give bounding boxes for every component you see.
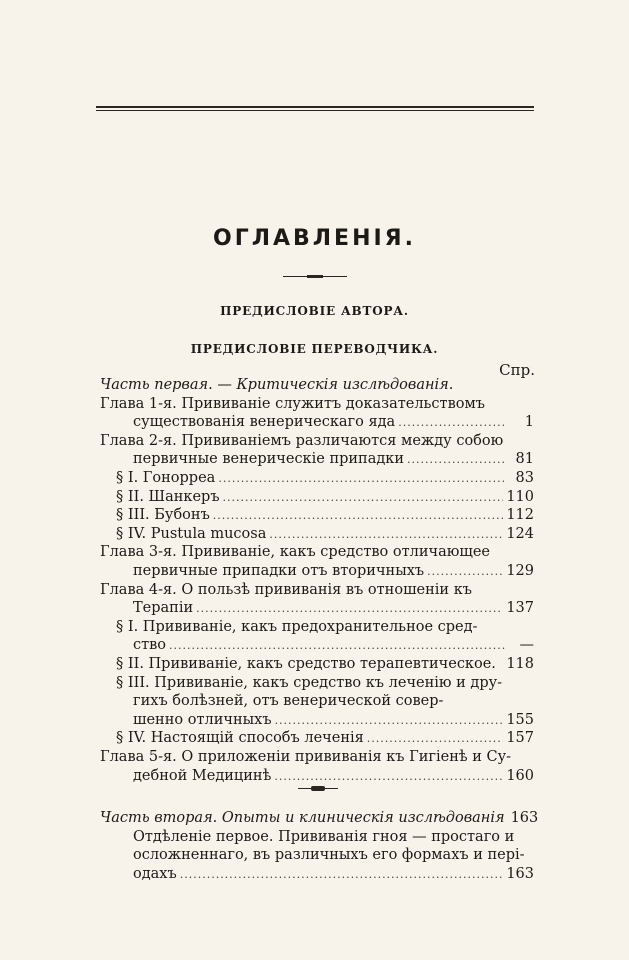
toc-line [100, 395, 534, 414]
toc-entry-text: ство [133, 637, 167, 654]
toc-entry-text: Глава 4-я. О пользѣ прививанія въ отношеніи къ [100, 581, 472, 598]
toc-line [133, 846, 534, 865]
toc-page-number: 118 [506, 656, 534, 672]
toc-entry-text: дебной Медицинѣ [133, 767, 272, 784]
toc-line [100, 376, 534, 395]
toc-entry-text: Глава 2-я. Прививаніемъ различаются между собою [100, 432, 504, 449]
toc-entry-text: Глава 5-я. О приложеніи прививанія къ Гигіенѣ и Су- [100, 749, 512, 765]
toc-line [116, 618, 534, 637]
toc-page-number: 163 [506, 865, 534, 882]
leader-dots [213, 506, 504, 525]
leader-dots [218, 469, 505, 488]
leader-dots [367, 729, 504, 748]
toc-entry-text: § IV. Настоящій способъ леченія [116, 730, 364, 747]
top-double-rule [96, 106, 534, 111]
toc-entry-text: Отдѣленіе первое. Прививанія гноя — простаго и [133, 828, 515, 845]
toc-page-number: 163 [510, 810, 539, 826]
leader-dots [398, 413, 505, 432]
leader-dots [269, 525, 503, 544]
toc-page-number: 160 [506, 767, 534, 784]
leader-dots [169, 636, 505, 655]
toc-entry-text: § IV. Pustula mucosa [116, 525, 267, 542]
toc-page-number: 155 [506, 711, 534, 728]
toc-entry-text: одахъ [133, 865, 177, 882]
title-ornament [283, 276, 347, 277]
toc-line [133, 562, 534, 581]
toc-entry-text: § I. Гонорреа [116, 470, 216, 486]
toc-line [116, 488, 534, 507]
toc-page-number: 124 [506, 525, 534, 542]
page-title: ОГЛАВЛЕНІЯ. [213, 226, 416, 251]
toc-entry-text: Терапіи [133, 600, 194, 617]
toc-entry-text: осложненнаго, въ различныхъ его формахъ и пері- [133, 847, 525, 864]
toc-page-number: 81 [515, 451, 534, 468]
toc-line [100, 748, 534, 767]
toc-line [133, 828, 534, 847]
toc-entry-text: шенно отличныхъ [133, 711, 272, 728]
toc-line [100, 543, 534, 562]
toc-entry-text: Часть вторая. Опыты и клиническія изслѣдованія [100, 810, 505, 826]
leader-dots [223, 488, 504, 507]
toc-line [133, 767, 534, 786]
toc-page-number: 129 [506, 563, 534, 579]
leader-dots [275, 711, 504, 730]
toc-entry-text: гихъ болѣзней, отъ венерической совер- [133, 693, 444, 710]
toc-entry-text: первичные венерическіе припадки [133, 451, 405, 468]
leader-dots [180, 865, 504, 884]
toc-entry-text: существованія венерическаго яда [133, 414, 396, 431]
toc-line [116, 655, 534, 674]
toc-entry-text: § II. Шанкеръ [116, 488, 220, 505]
toc-line [116, 506, 534, 525]
toc-line [133, 636, 534, 655]
preface-translator-heading: ПРЕДИСЛОВІЕ ПЕРЕВОДЧИКА. [190, 342, 439, 356]
toc-line [133, 413, 534, 432]
toc-line [133, 711, 534, 730]
toc-page-number: — [519, 637, 534, 654]
toc-line [100, 432, 534, 451]
toc-entry-text: Глава 3-я. Прививаніе, какъ средство отличающее [100, 544, 490, 561]
section-ornament [298, 788, 338, 789]
leader-dots [427, 562, 503, 581]
toc-page-number: 137 [506, 600, 534, 617]
toc-entry-text: § I. Прививаніе, какъ предохранительное сред- [116, 618, 478, 635]
preface-author-heading: ПРЕДИСЛОВІЕ АВТОРА. [220, 304, 409, 318]
toc-line [116, 674, 534, 693]
toc-line [133, 692, 534, 711]
toc-line [133, 599, 534, 618]
toc-entry-text: § II. Прививаніе, какъ средство терапевтическое. [116, 656, 496, 672]
toc-page-number: 1 [524, 414, 534, 431]
toc-entry-text: § III. Прививаніе, какъ средство къ леченію и дру- [116, 674, 503, 691]
toc-line [116, 525, 534, 544]
toc-page-number: 112 [506, 507, 534, 524]
toc-line [133, 450, 534, 469]
toc-page-number: 157 [506, 730, 534, 747]
toc-entry-text: первичные припадки отъ вторичныхъ [133, 563, 425, 579]
toc-line [100, 581, 534, 600]
page-column-label: Спр. [499, 361, 535, 379]
toc-entry-text: Глава 1-я. Прививаніе служитъ доказательствомъ [100, 395, 485, 412]
leader-dots [274, 767, 503, 786]
toc-line [116, 469, 534, 488]
toc-line [133, 865, 534, 884]
toc-line [116, 729, 534, 748]
toc-line [100, 809, 539, 828]
leader-dots [407, 450, 505, 469]
toc-entry-text: Часть первая. — Критическія изслѣдованія. [100, 377, 454, 393]
toc-page-number: 83 [515, 470, 534, 486]
leader-dots [196, 599, 503, 618]
toc-page-number: 110 [506, 488, 534, 505]
toc-entry-text: § III. Бубонъ [116, 507, 210, 524]
